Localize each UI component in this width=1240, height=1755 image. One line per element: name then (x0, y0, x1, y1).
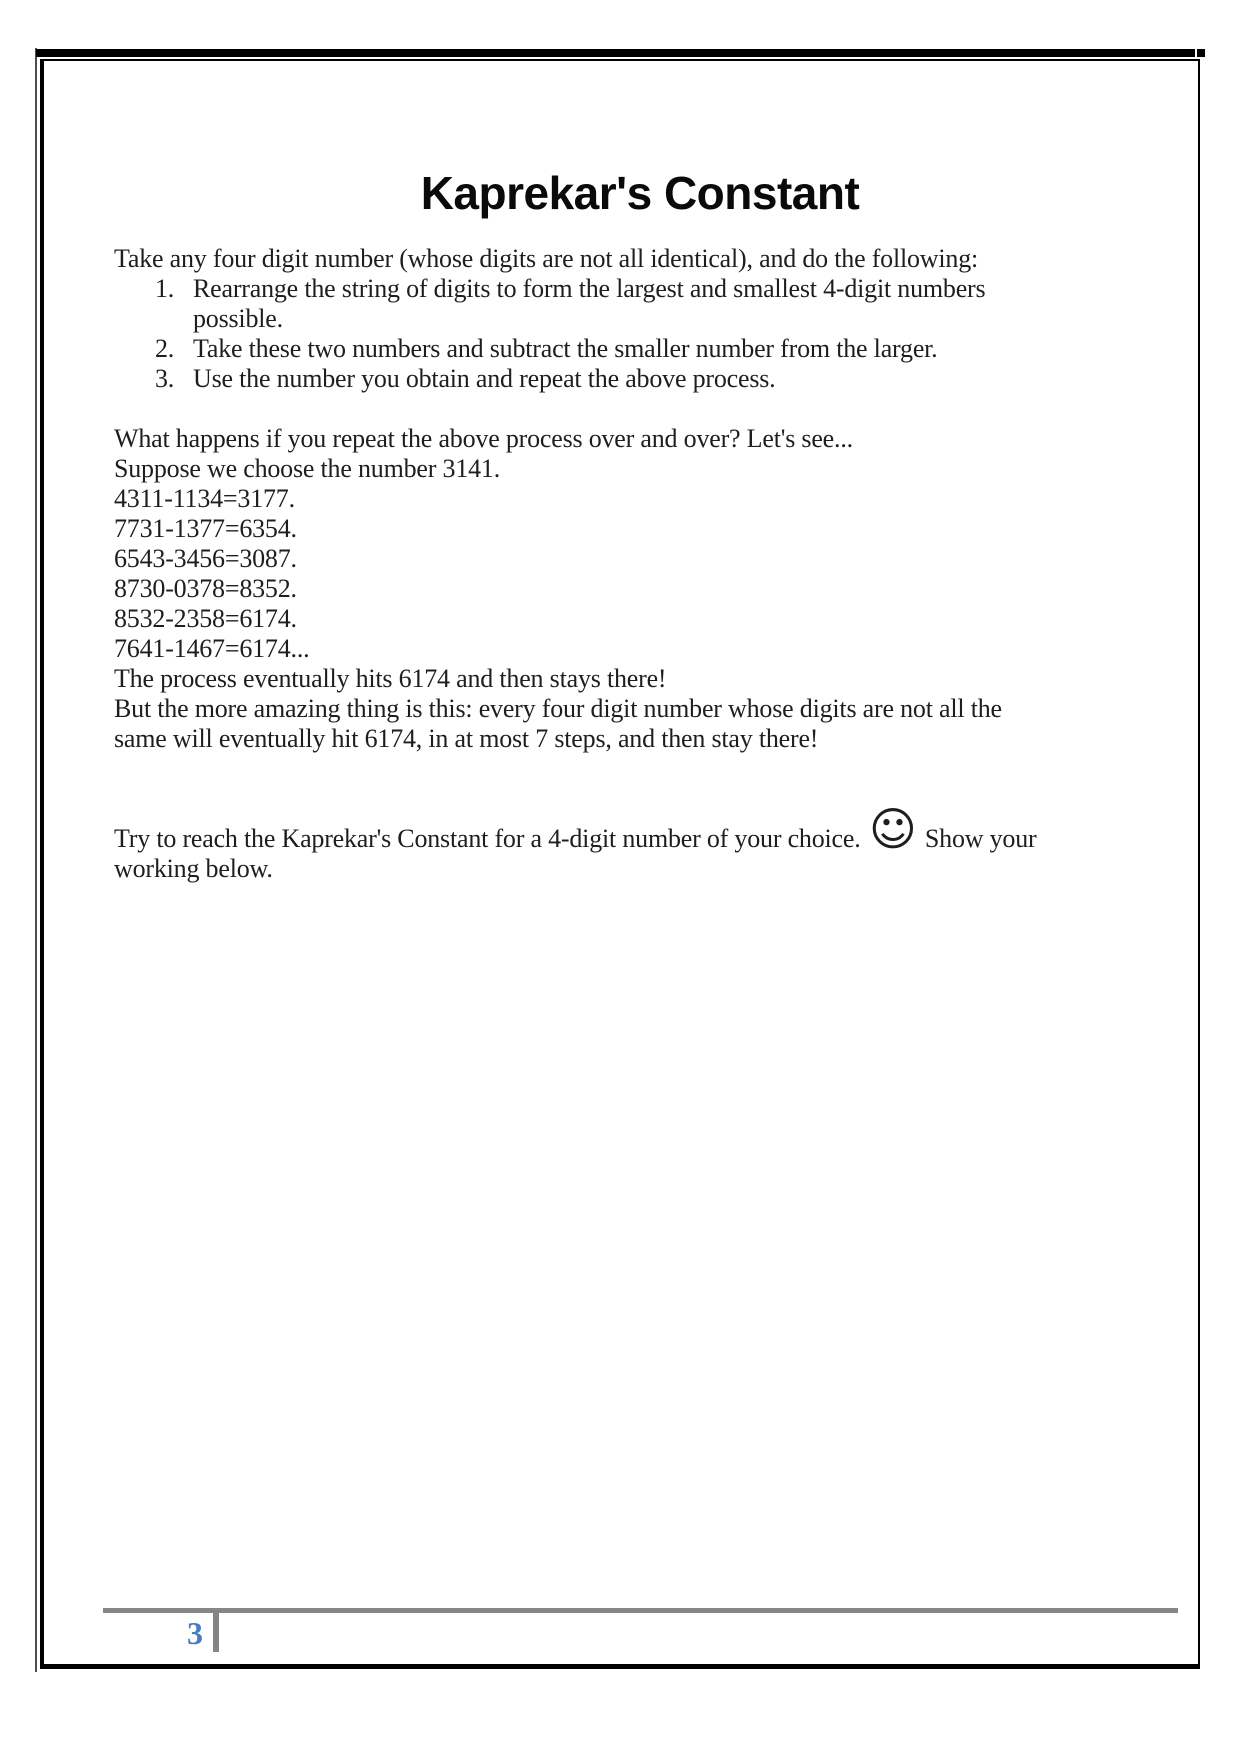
text-line: 7731-1377=6354. (114, 514, 297, 543)
page-border-outer-line (35, 48, 37, 1672)
closing-text-after-smiley: Show your (918, 824, 1037, 853)
text-line: 8532-2358=6174. (114, 604, 297, 633)
text-line: But the more amazing thing is this: every four digit number whose digits are not all the (114, 694, 1002, 723)
text-line: Rearrange the string of digits to form the largest and smallest 4-digit numbers (193, 274, 986, 303)
list-item-number: 1. (155, 274, 175, 303)
list-item (114, 334, 1166, 364)
list-item-text (193, 364, 775, 394)
text-line: same will eventually hit 6174, in at most 7 steps, and then stay there! (114, 724, 819, 753)
text-line: 7641-1467=6174... (114, 634, 310, 663)
text-line: What happens if you repeat the above process over and over? Let's see... (114, 424, 853, 453)
closing-last-line: working below. (114, 854, 273, 883)
smiley-face-icon: ☺ (868, 802, 917, 856)
document-content (44, 61, 1198, 884)
text-line: Take these two numbers and subtract the smaller number from the larger. (193, 334, 938, 363)
page-number: 3 (187, 1615, 203, 1651)
example-paragraph (114, 424, 1166, 754)
page-border-top-bar (36, 49, 1195, 57)
closing-line-2 (114, 854, 1166, 884)
page-border-frame (40, 59, 1200, 1669)
closing-paragraph (114, 802, 1166, 884)
text-line: Suppose we choose the number 3141. (114, 454, 501, 483)
closing-text-before-smiley: Try to reach the Kaprekar's Constant for a 4-digit number of your choice. (114, 824, 867, 853)
text-line: possible. (193, 304, 283, 333)
text-line: Use the number you obtain and repeat the above process. (193, 364, 776, 393)
list-item-text (193, 274, 985, 334)
list-item (114, 274, 1166, 334)
closing-line-1 (114, 802, 1166, 856)
list-item-text (193, 334, 938, 364)
list-item-number: 3. (155, 364, 175, 393)
text-line: The process eventually hits 6174 and then stays there! (114, 664, 667, 693)
text-line: 6543-3456=3087. (114, 544, 297, 573)
intro-paragraph: Take any four digit number (whose digits are not all identical), and do the following: (114, 244, 979, 273)
page-border-top-bar-cap (1197, 49, 1205, 57)
text-line: 8730-0378=8352. (114, 574, 297, 603)
footer-divider-bar (213, 1612, 219, 1652)
page-title: Kaprekar's Constant (420, 167, 860, 219)
list-item (114, 364, 1166, 394)
text-line: 4311-1134=3177. (114, 484, 295, 513)
instructions-list (114, 274, 1166, 394)
list-item-number: 2. (155, 334, 175, 363)
footer-rule (103, 1608, 1178, 1613)
